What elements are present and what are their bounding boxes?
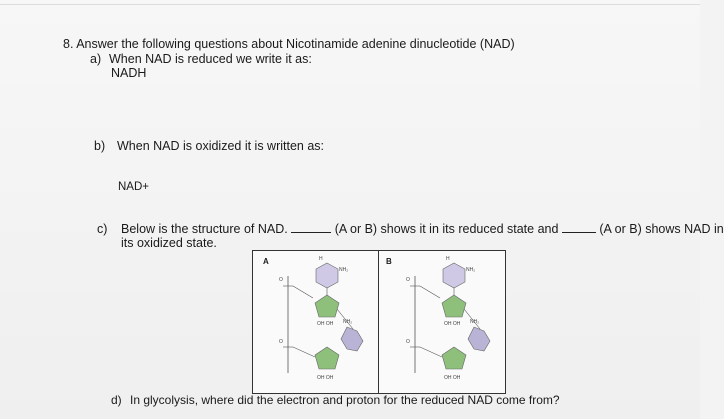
part-a-answer: NADH: [111, 66, 147, 80]
part-c-label: c): [97, 222, 108, 236]
nad-structure-figure: [252, 250, 506, 394]
part-c-line1: [121, 222, 724, 237]
panel-a-nh2-mid: NH₂: [343, 319, 353, 325]
part-c-text1: Below is the structure of NAD.: [121, 222, 288, 236]
part-d-label: d): [111, 393, 122, 407]
top-divider: [0, 4, 700, 5]
panel-a-nh2-top: NH₂: [339, 267, 349, 273]
part-b-label: b): [94, 139, 106, 153]
panel-b-ohoh-1: OH OH: [444, 321, 461, 327]
panel-a-label: A: [263, 257, 269, 266]
part-a-label: a): [90, 52, 102, 66]
panel-b-label: B: [386, 257, 392, 266]
panel-b-o2: O: [406, 339, 410, 345]
part-b-question: When NAD is oxidized it is written as:: [117, 139, 325, 153]
part-d-question: In glycolysis, where did the electron and proton for the reduced NAD come from?: [130, 393, 560, 407]
panel-a-molecule: [253, 251, 377, 393]
part-b-answer: NAD+: [118, 181, 149, 193]
panel-b-nh2-top: NH₂: [466, 267, 476, 273]
panel-b-h: H: [446, 256, 450, 262]
blank-2[interactable]: [562, 222, 596, 233]
panel-b-ohoh-2: OH OH: [444, 375, 461, 381]
panel-b-nh2-mid: NH₂: [470, 319, 480, 325]
panel-a-ohoh-2: OH OH: [317, 375, 334, 381]
panel-b-o1: O: [406, 277, 410, 283]
panel-b-molecule: [380, 251, 504, 393]
panel-a-h: H: [319, 256, 323, 262]
panel-divider: [378, 251, 379, 393]
panel-a-o2: O: [279, 339, 283, 345]
part-a-question: When NAD is reduced we write it as:: [109, 52, 312, 66]
panel-a-ohoh-1: OH OH: [317, 321, 334, 327]
blank-1[interactable]: [291, 222, 331, 233]
panel-a-o1: O: [279, 277, 283, 283]
part-c-text2: (A or B) shows it in its reduced state and: [334, 222, 559, 236]
part-c-line2: its oxidized state.: [121, 236, 217, 250]
question-8-title: 8. Answer the following questions about Nicotinamide adenine dinucleotide (NAD): [63, 37, 515, 51]
part-c-text3: (A or B) shows NAD in: [599, 222, 724, 236]
